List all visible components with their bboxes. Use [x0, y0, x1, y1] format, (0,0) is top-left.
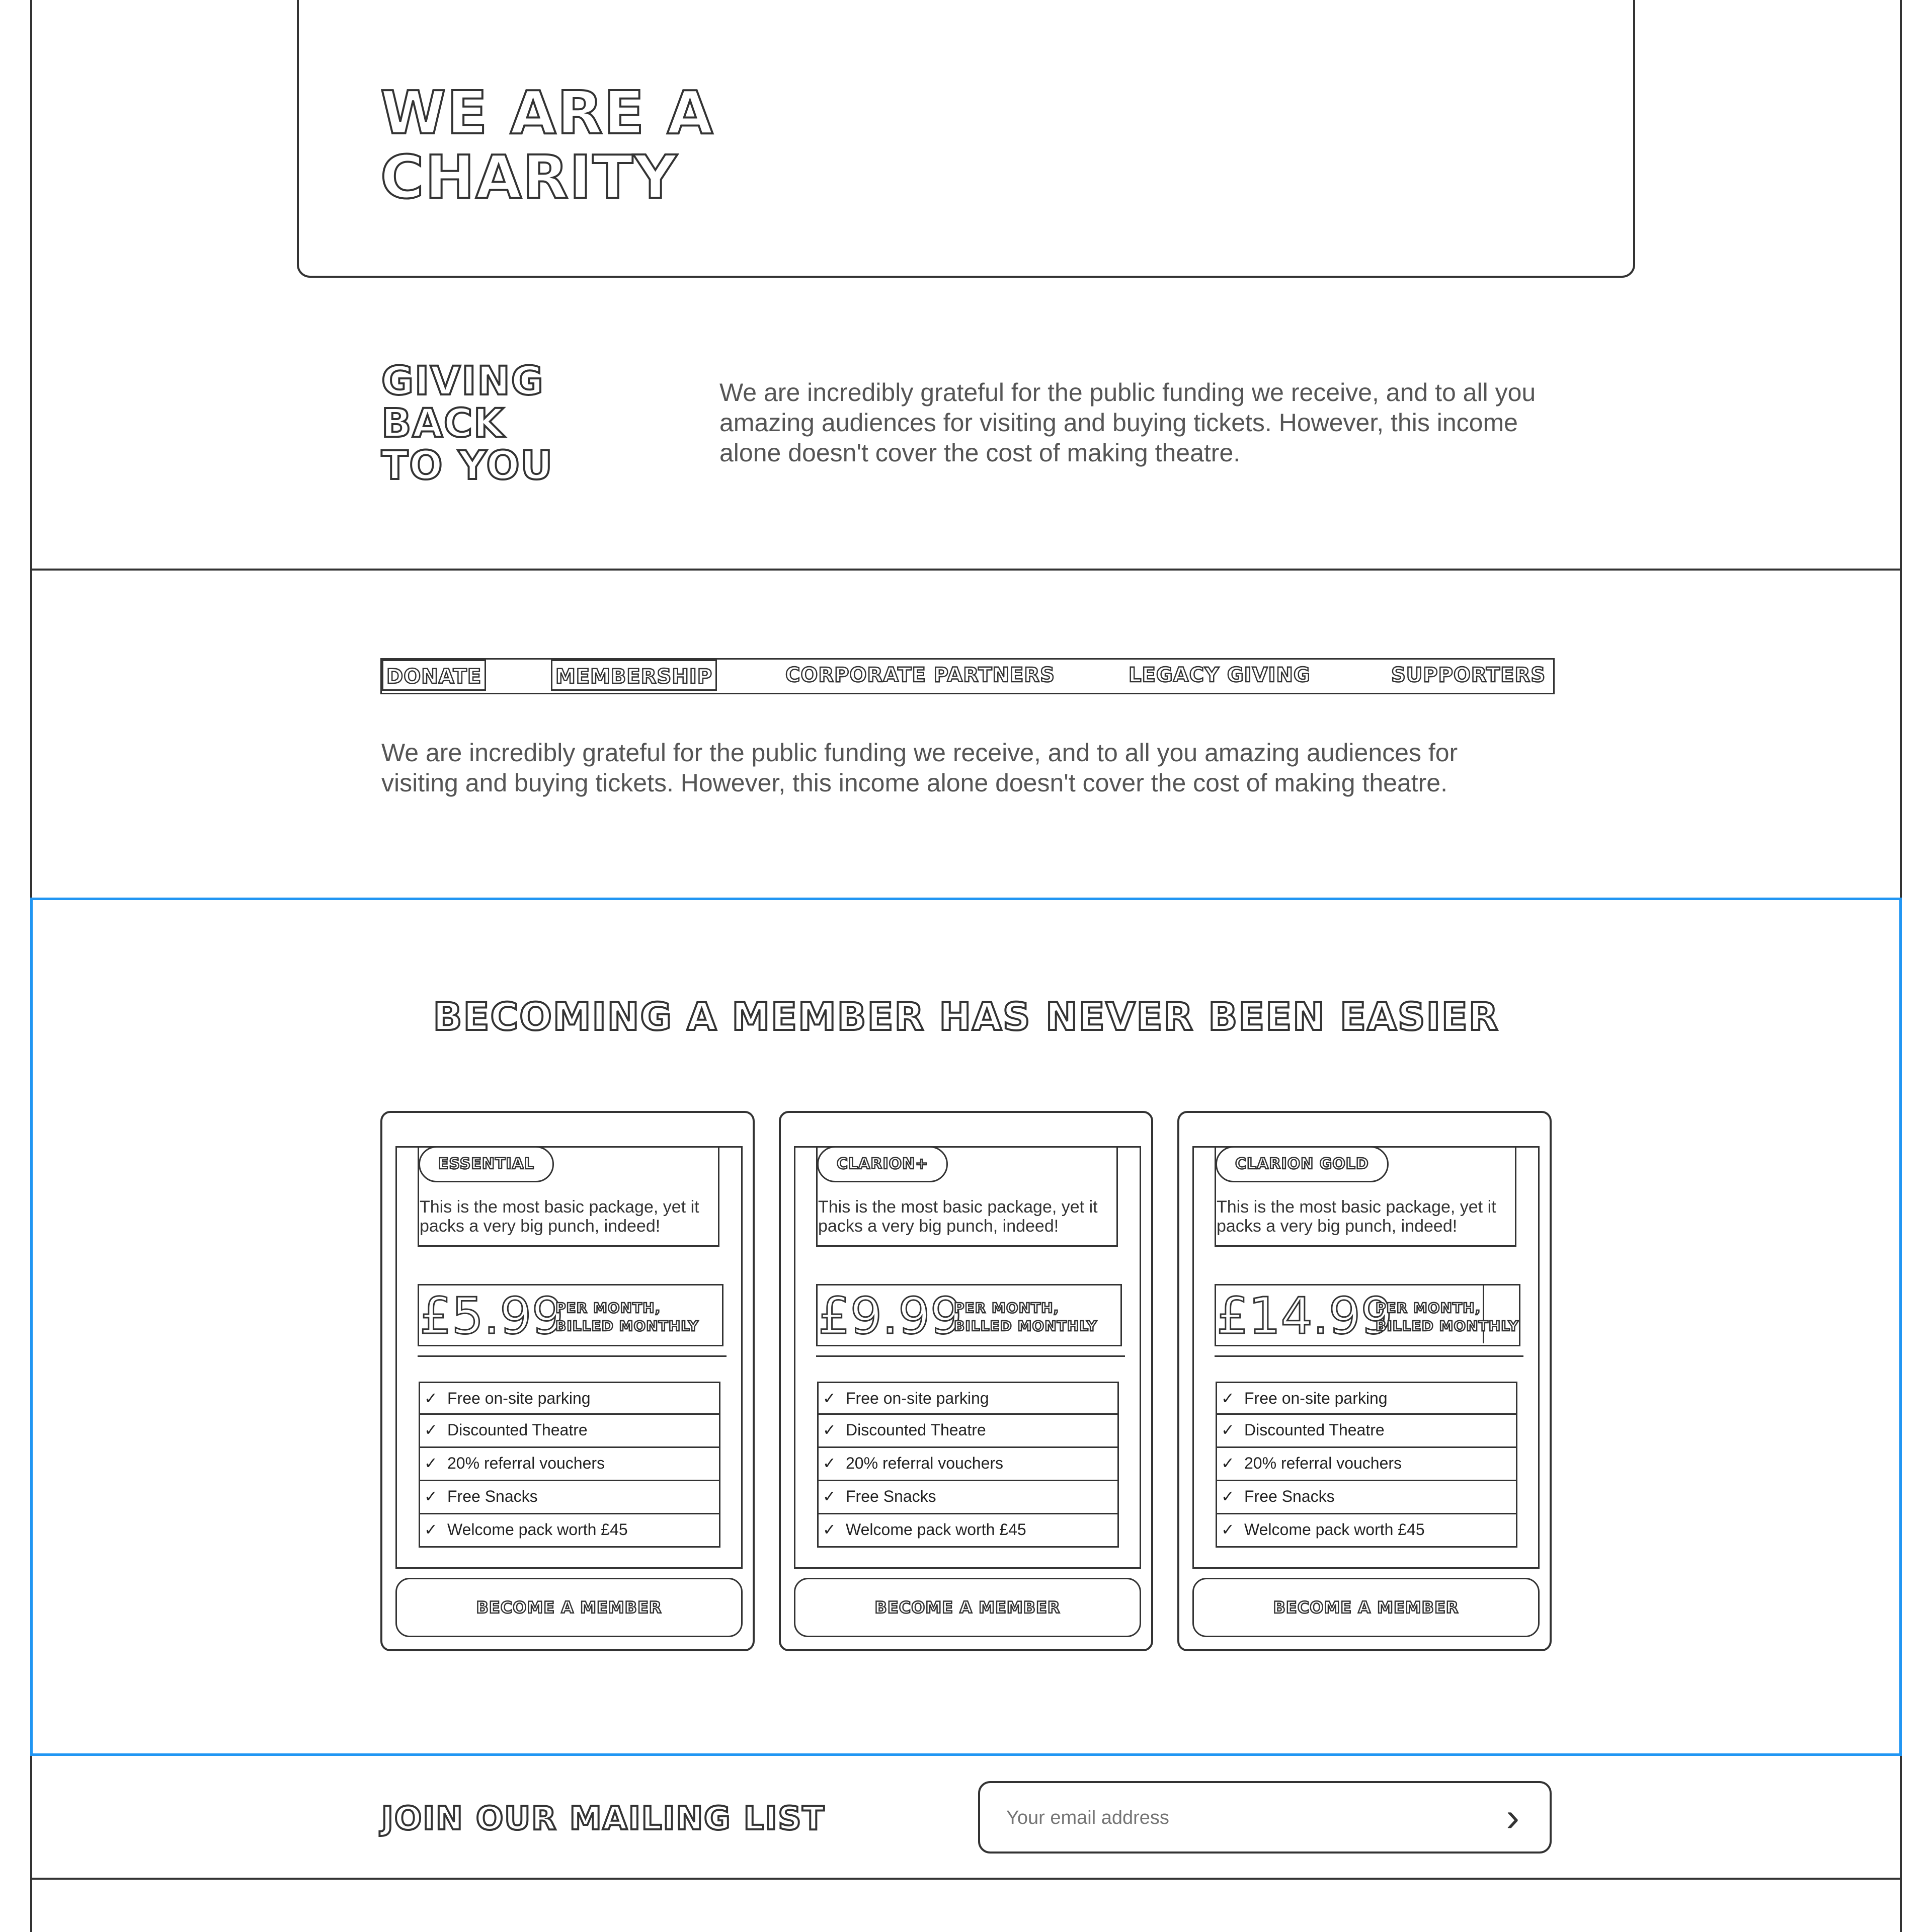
tab-corporate-partners[interactable]: CORPORATE PARTNERS — [785, 664, 1055, 687]
plan-price: £14.99 — [1217, 1286, 1393, 1345]
feature-item — [1216, 1415, 1517, 1448]
footer-divider — [30, 1878, 1902, 1880]
check-icon: ✓ — [1221, 1520, 1235, 1539]
price-divider — [418, 1355, 727, 1357]
plan-card-clarion-gold — [1177, 1111, 1552, 1651]
check-icon: ✓ — [424, 1487, 438, 1505]
billing-line2: BILLED MONTHLY — [555, 1318, 699, 1334]
billing-line1: PER MONTH, — [1376, 1300, 1481, 1316]
feature-item — [1216, 1514, 1517, 1548]
feature-label: Free on-site parking — [447, 1389, 591, 1407]
giving-back-line1: GIVING — [381, 359, 544, 404]
plan-description: This is the most basic package, yet it packs a very big punch, indeed! — [1217, 1197, 1496, 1236]
giving-back-line3: TO YOU — [381, 443, 554, 489]
feature-label: Free on-site parking — [1244, 1389, 1388, 1407]
feature-label: Welcome pack worth £45 — [1244, 1520, 1425, 1539]
price-divider — [1215, 1355, 1523, 1357]
check-icon: ✓ — [823, 1421, 836, 1439]
feature-item — [1216, 1481, 1517, 1514]
billing-line1: PER MONTH, — [555, 1300, 661, 1316]
feature-list — [419, 1382, 720, 1548]
feature-list — [1216, 1382, 1517, 1548]
plan-badge: CLARION GOLD — [1216, 1146, 1389, 1182]
feature-label: 20% referral vouchers — [846, 1454, 1004, 1472]
feature-item — [1216, 1382, 1517, 1415]
check-icon: ✓ — [1221, 1487, 1235, 1505]
feature-label: Welcome pack worth £45 — [447, 1520, 628, 1539]
check-icon: ✓ — [424, 1520, 438, 1539]
feature-item — [817, 1514, 1119, 1548]
feature-label: Free Snacks — [846, 1487, 936, 1505]
check-icon: ✓ — [1221, 1454, 1235, 1472]
check-icon: ✓ — [823, 1520, 836, 1539]
check-icon: ✓ — [1221, 1389, 1235, 1407]
feature-item — [817, 1448, 1119, 1481]
mailing-heading: JOIN OUR MAILING LIST — [381, 1800, 826, 1837]
tab-supporters[interactable]: SUPPORTERS — [1391, 664, 1546, 687]
hero-title-line1: WE ARE A — [380, 78, 714, 147]
become-member-button[interactable]: BECOME A MEMBER — [794, 1578, 1141, 1637]
email-field-wrapper — [978, 1781, 1552, 1854]
feature-label: Free Snacks — [447, 1487, 538, 1505]
plan-price: £9.99 — [818, 1286, 962, 1345]
feature-item — [419, 1481, 720, 1514]
feature-list — [817, 1382, 1119, 1548]
feature-label: 20% referral vouchers — [1244, 1454, 1402, 1472]
feature-label: Discounted Theatre — [1244, 1421, 1385, 1439]
email-input[interactable] — [1005, 1798, 1460, 1837]
check-icon: ✓ — [424, 1389, 438, 1407]
feature-item — [817, 1481, 1119, 1514]
become-member-button[interactable]: BECOME A MEMBER — [1192, 1578, 1540, 1637]
check-icon: ✓ — [823, 1389, 836, 1407]
support-tabs — [380, 658, 1555, 694]
feature-item — [817, 1415, 1119, 1448]
feature-item — [419, 1514, 720, 1548]
hero-title — [380, 78, 714, 212]
tabs-text: We are incredibly grateful for the public funding we receive, and to all you amazing audiences for visiting and buying tickets. However, this income alone doesn't cover the cost of making theatre. — [381, 739, 1458, 797]
billing-note — [555, 1299, 699, 1335]
check-icon: ✓ — [424, 1454, 438, 1472]
price-divider — [816, 1355, 1125, 1357]
plan-badge: CLARION+ — [817, 1146, 948, 1182]
check-icon: ✓ — [1221, 1421, 1235, 1439]
feature-label: Welcome pack worth £45 — [846, 1520, 1026, 1539]
plan-description: This is the most basic package, yet it packs a very big punch, indeed! — [420, 1197, 699, 1236]
plan-description: This is the most basic package, yet it packs a very big punch, indeed! — [818, 1197, 1098, 1236]
tab-legacy-giving[interactable]: LEGACY GIVING — [1129, 664, 1311, 687]
tab-donate[interactable]: DONATE — [382, 660, 486, 691]
tab-membership[interactable]: MEMBERSHIP — [551, 660, 717, 691]
membership-heading: BECOMING A MEMBER HAS NEVER BEEN EASIER — [433, 994, 1499, 1039]
feature-label: Discounted Theatre — [846, 1421, 986, 1439]
giving-back-heading — [381, 360, 553, 487]
billing-line1: PER MONTH, — [954, 1300, 1060, 1316]
plan-card-essential — [380, 1111, 755, 1651]
feature-label: Free Snacks — [1244, 1487, 1335, 1505]
billing-note — [954, 1299, 1097, 1335]
plan-badge: ESSENTIAL — [419, 1146, 554, 1182]
check-icon: ✓ — [823, 1487, 836, 1505]
feature-label: Discounted Theatre — [447, 1421, 588, 1439]
plan-price: £5.99 — [420, 1286, 564, 1345]
feature-item — [419, 1415, 720, 1448]
check-icon: ✓ — [424, 1421, 438, 1439]
feature-label: 20% referral vouchers — [447, 1454, 605, 1472]
billing-line2: BILLED MONTHLY — [954, 1318, 1097, 1334]
section-divider — [30, 569, 1902, 571]
giving-back-text: We are incredibly grateful for the public funding we receive, and to all you amazing audiences for visiting and buying tickets. However, this income alone doesn't cover the cost of making theatre. — [719, 378, 1536, 467]
submit-arrow-icon[interactable]: › — [1506, 1795, 1519, 1839]
hero-title-line2: CHARITY — [380, 142, 678, 212]
feature-label: Free on-site parking — [846, 1389, 989, 1407]
feature-item — [1216, 1448, 1517, 1481]
become-member-button[interactable]: BECOME A MEMBER — [395, 1578, 743, 1637]
billing-note — [1376, 1299, 1519, 1335]
feature-item — [817, 1382, 1119, 1415]
feature-item — [419, 1448, 720, 1481]
billing-line2: BILLED MONTHLY — [1376, 1318, 1519, 1334]
feature-item — [419, 1382, 720, 1415]
giving-back-line2: BACK — [381, 401, 505, 446]
plan-card-clarion-plus — [779, 1111, 1153, 1651]
check-icon: ✓ — [823, 1454, 836, 1472]
